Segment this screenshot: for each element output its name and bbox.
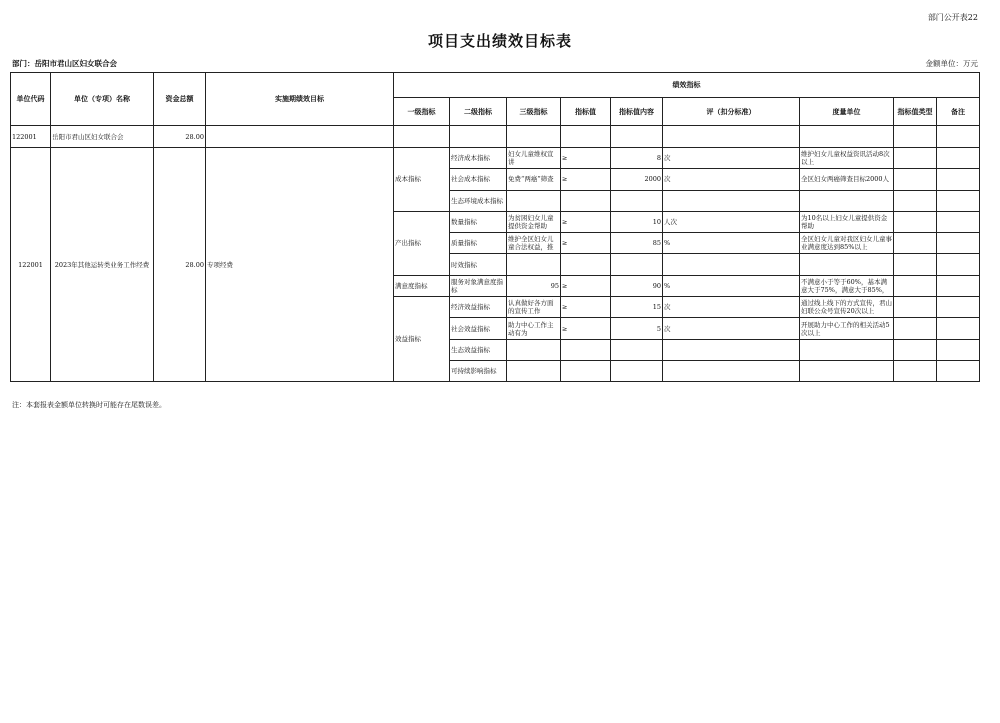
level1-benefit: 效益指标 (394, 297, 450, 382)
content-cell (611, 254, 663, 275)
level3-cell (507, 190, 561, 211)
measure-cell (800, 190, 894, 211)
unit-cell: % (663, 275, 800, 296)
department-label: 部门：岳阳市君山区妇女联合会 (12, 59, 117, 68)
unit-cell (663, 360, 800, 381)
operator-cell: ≥ (561, 169, 611, 190)
operator-cell: ≥ (561, 233, 611, 254)
level2-cell: 社会成本指标 (450, 169, 507, 190)
header-total-funds: 资金总额 (154, 73, 206, 126)
unit-cell (663, 254, 800, 275)
level2-cell: 经济效益指标 (450, 297, 507, 318)
unit-cell: 次 (663, 169, 800, 190)
content-cell: 90 (611, 275, 663, 296)
unit-cell: 人次 (663, 211, 800, 232)
operator-cell (561, 190, 611, 211)
measure-cell: 全区妇女儿童对我区妇女儿童事业满意度达到85%以上 (800, 233, 894, 254)
level2-cell: 服务对象满意度指标 (450, 275, 507, 296)
content-cell: 5 (611, 318, 663, 339)
unit-cell: % (663, 233, 800, 254)
header-measure-unit: 度量单位 (800, 98, 894, 126)
page-title: 项目支出绩效目标表 (427, 32, 572, 50)
level2-cell: 社会效益指标 (450, 318, 507, 339)
table-row (11, 148, 980, 169)
level1-cost: 成本指标 (394, 148, 450, 212)
header-ind-content: 指标值内容 (611, 98, 663, 126)
level3-cell: 助力中心工作主动有为 (507, 318, 561, 339)
project-code: 122001 (11, 148, 51, 382)
level1-satisfaction: 满意度指标 (394, 275, 450, 296)
level3-cell: 免费“两癌”筛查 (507, 169, 561, 190)
operator-cell (561, 339, 611, 360)
content-cell: 10 (611, 211, 663, 232)
operator-cell (561, 254, 611, 275)
footnote: 注：本套报表金额单位转换时可能存在尾数误差。 (12, 401, 166, 409)
header-ind-value: 指标值 (561, 98, 611, 126)
level3-cell: 维护全区妇女儿童合法权益，推 (507, 233, 561, 254)
header-unit-code: 单位代码 (11, 73, 51, 126)
measure-cell (800, 339, 894, 360)
operator-cell: ≥ (561, 275, 611, 296)
level2-cell: 数量指标 (450, 211, 507, 232)
content-cell (611, 190, 663, 211)
level1-output: 产出指标 (394, 211, 450, 275)
table-number-label: 部门公开表22 (927, 13, 978, 22)
content-cell: 15 (611, 297, 663, 318)
unit-cell: 次 (663, 297, 800, 318)
header-remarks: 备注 (937, 98, 980, 126)
operator-cell: ≥ (561, 148, 611, 169)
header-criteria: 评（扣分标准） (663, 98, 800, 126)
summary-name: 岳阳市君山区妇女联合会 (51, 126, 154, 148)
level2-cell: 时效指标 (450, 254, 507, 275)
header-level1: 一级指标 (394, 98, 450, 126)
level3-cell (507, 360, 561, 381)
level3-cell: 妇女儿童维权宣讲 (507, 148, 561, 169)
measure-cell (800, 254, 894, 275)
level2-cell: 质量指标 (450, 233, 507, 254)
measure-cell: 通过线上线下的方式宣传，君山妇联公众号宣传20次以上 (800, 297, 894, 318)
summary-code: 122001 (11, 126, 51, 148)
level3-cell: 95 (507, 275, 561, 296)
project-amount: 28.00 (154, 148, 206, 382)
measure-cell: 为10名以上妇女儿童提供资金帮助 (800, 211, 894, 232)
unit-cell (663, 190, 800, 211)
content-cell (611, 360, 663, 381)
level2-cell: 生态效益指标 (450, 339, 507, 360)
level2-cell: 经济成本指标 (450, 148, 507, 169)
unit-cell (663, 339, 800, 360)
operator-cell (561, 360, 611, 381)
header-period-goal: 实施期绩效目标 (206, 73, 394, 126)
measure-cell (800, 360, 894, 381)
header-level3: 三级指标 (507, 98, 561, 126)
level2-cell: 生态环境成本指标 (450, 190, 507, 211)
header-perf-indicators: 绩效指标 (394, 73, 980, 98)
performance-table (10, 72, 980, 382)
level3-cell (507, 339, 561, 360)
level3-cell (507, 254, 561, 275)
header-unit-name: 单位（专项）名称 (51, 73, 154, 126)
project-name: 2023年其他运转类业务工作经费 (51, 148, 154, 382)
operator-cell: ≥ (561, 318, 611, 339)
measure-cell: 全区妇女两癌筛查目标2000人 (800, 169, 894, 190)
content-cell: 8 (611, 148, 663, 169)
level2-cell: 可持续影响指标 (450, 360, 507, 381)
measure-cell: 维护妇女儿童权益资讯活动8次以上 (800, 148, 894, 169)
unit-cell: 次 (663, 318, 800, 339)
unit-cell: 次 (663, 148, 800, 169)
content-cell: 85 (611, 233, 663, 254)
content-cell: 2000 (611, 169, 663, 190)
measure-cell: 开展助力中心工作的相关活动5次以上 (800, 318, 894, 339)
header-ind-type: 指标值类型 (894, 98, 937, 126)
operator-cell: ≥ (561, 297, 611, 318)
amount-unit-label: 金额单位：万元 (925, 59, 978, 68)
level3-cell: 为贫困妇女儿童提供资金帮助 (507, 211, 561, 232)
summary-row (11, 126, 980, 148)
operator-cell: ≥ (561, 211, 611, 232)
measure-cell: 不满意小于等于60%，基本满意大于75%，满意大于85%， (800, 275, 894, 296)
content-cell (611, 339, 663, 360)
header-level2: 二级指标 (450, 98, 507, 126)
level3-cell: 认真做好各方面的宣传工作 (507, 297, 561, 318)
summary-amount: 28.00 (154, 126, 206, 148)
project-goal: 专项经费 (206, 148, 394, 382)
